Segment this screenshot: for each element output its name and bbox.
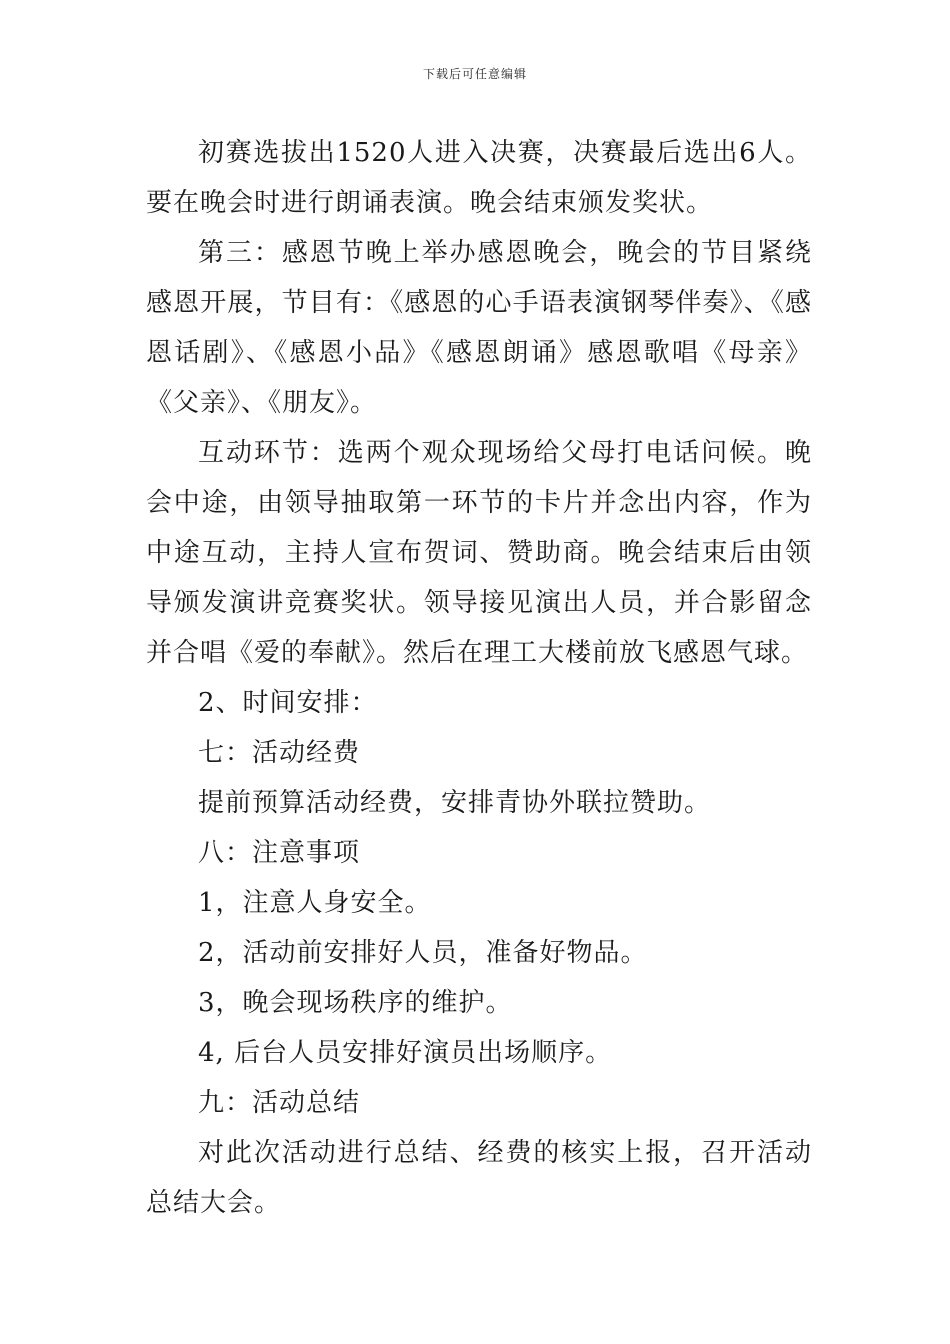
section-heading-budget: 七：活动经费 — [198, 738, 361, 768]
paragraph-summary: 对此次活动进行总结、经费的核实上报，召开活动总结大会。 — [146, 1138, 812, 1218]
list-item-backstage: 4, 后台人员安排好演员出场顺序。 — [198, 1038, 613, 1068]
paragraph-interaction: 互动环节：选两个观众现场给父母打电话问候。晚会中途，由领导抽取第一环节的卡片并念出内容，作为中途互动，主持人宣布贺词、赞助商。晚会结束后由领导颁发演讲竞赛奖状。领导接见演出人员，并合影留念并合唱《爱的奉献》。然后在理工大楼前放飞感恩气球。 — [146, 438, 812, 668]
section-heading-summary: 九：活动总结 — [198, 1088, 361, 1118]
paragraph-budget: 提前预算活动经费，安排青协外联拉赞助。 — [198, 788, 712, 818]
paragraph-schedule-heading: 2、时间安排： — [198, 688, 378, 718]
paragraph-final-selection: 初赛选拔出1520人进入决赛，决赛最后选出6人。要在晚会时进行朗诵表演。晚会结束颁发奖状。 — [146, 138, 812, 218]
list-item-order: 3，晚会现场秩序的维护。 — [198, 988, 513, 1018]
list-item-preparation: 2，活动前安排好人员，准备好物品。 — [198, 938, 648, 968]
paragraph-gala-program: 第三：感恩节晚上举办感恩晚会，晚会的节目紧绕感恩开展，节目有：《感恩的心手语表演钢琴伴奏》、《感恩话剧》、《感恩小品》《感恩朗诵》感恩歌唱《母亲》《父亲》、《朋友》。 — [146, 238, 812, 418]
list-item-safety: 1，注意人身安全。 — [198, 888, 432, 918]
page-header-note: 下载后可任意编辑 — [422, 67, 527, 81]
document-body — [146, 128, 812, 1228]
section-heading-notes: 八：注意事项 — [198, 838, 361, 868]
